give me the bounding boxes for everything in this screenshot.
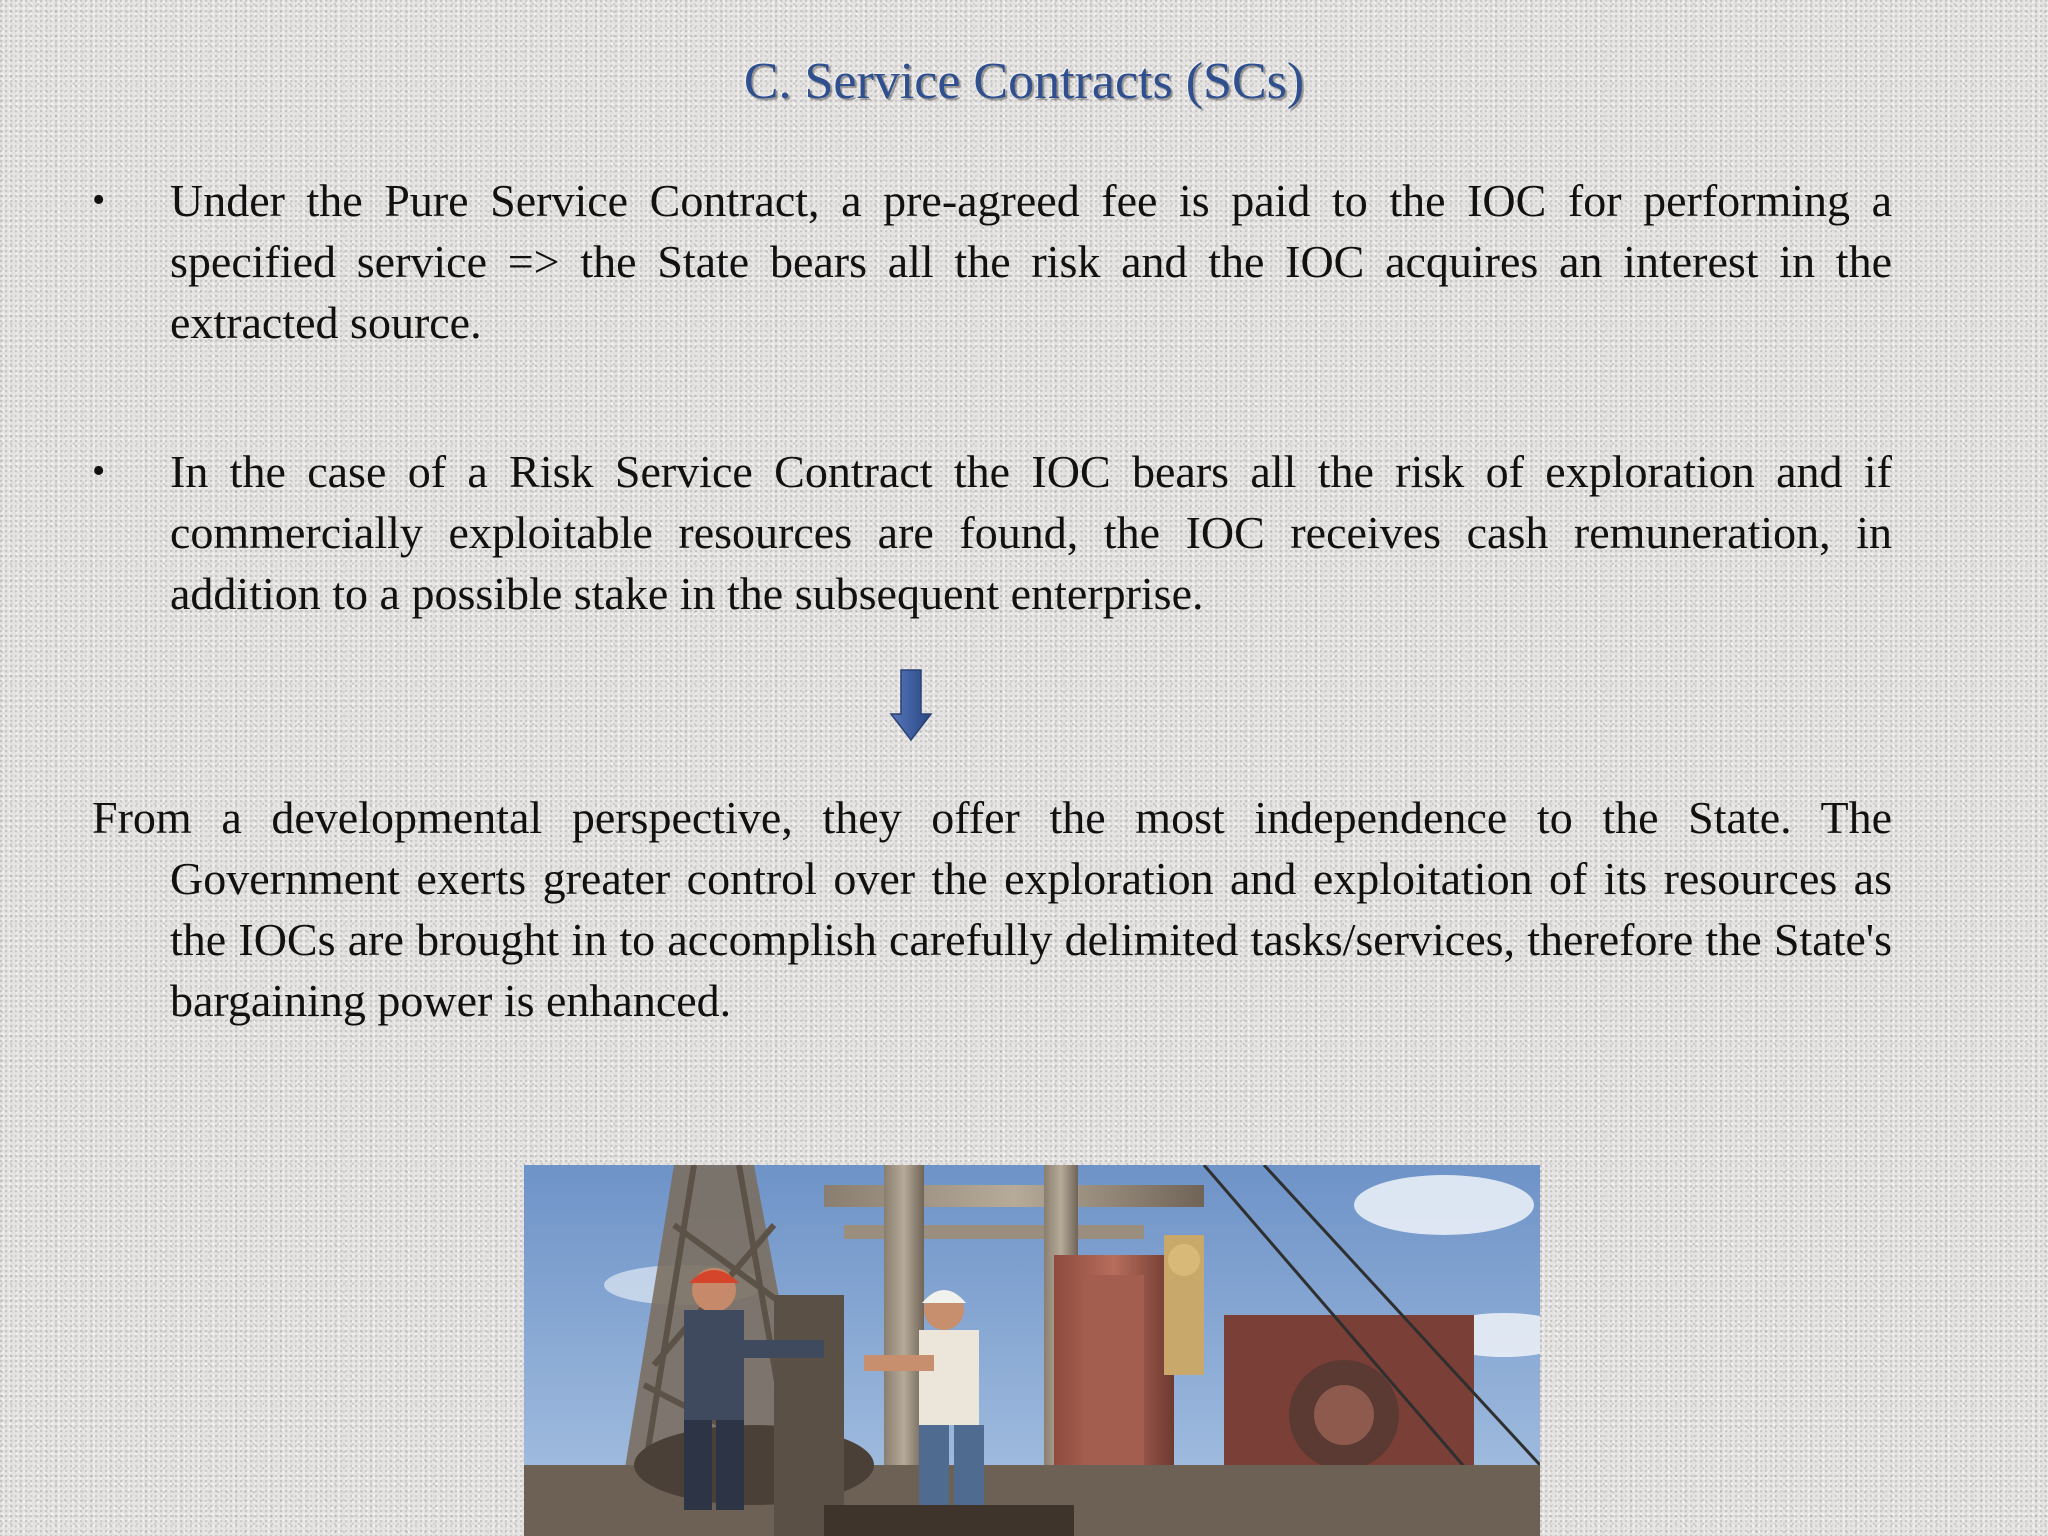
slide-title: C. Service Contracts (SCs) [743,53,1305,110]
down-arrow-icon [889,668,933,742]
bullet-item [92,170,1892,353]
bullet-item [92,441,1892,624]
bullet-point-icon: • [92,450,106,492]
bullet-text: In the case of a Risk Service Contract the IOC bears all the risk of exploration and if commercially exploitable resources are found, the IOC receives cash remuneration, in addition to a possible stake in the subsequent enterprise. [170,446,1892,619]
bullet-text: Under the Pure Service Contract, a pre-agreed fee is paid to the IOC for performing a specified service => the State bears all the risk and the IOC acquires an interest in the extracted source. [170,175,1892,348]
bullet-point-icon: • [92,179,106,221]
oil-rig-workers-photo [524,1165,1540,1536]
conclusion-paragraph: From a developmental perspective, they offer the most independence to the State. The Government exerts greater control over the exploration and exploitation of its resources as the IOCs are brought in to accomplish carefully delimited tasks/services, therefore the State's bargaining power is enhanced. [92,792,1892,1026]
